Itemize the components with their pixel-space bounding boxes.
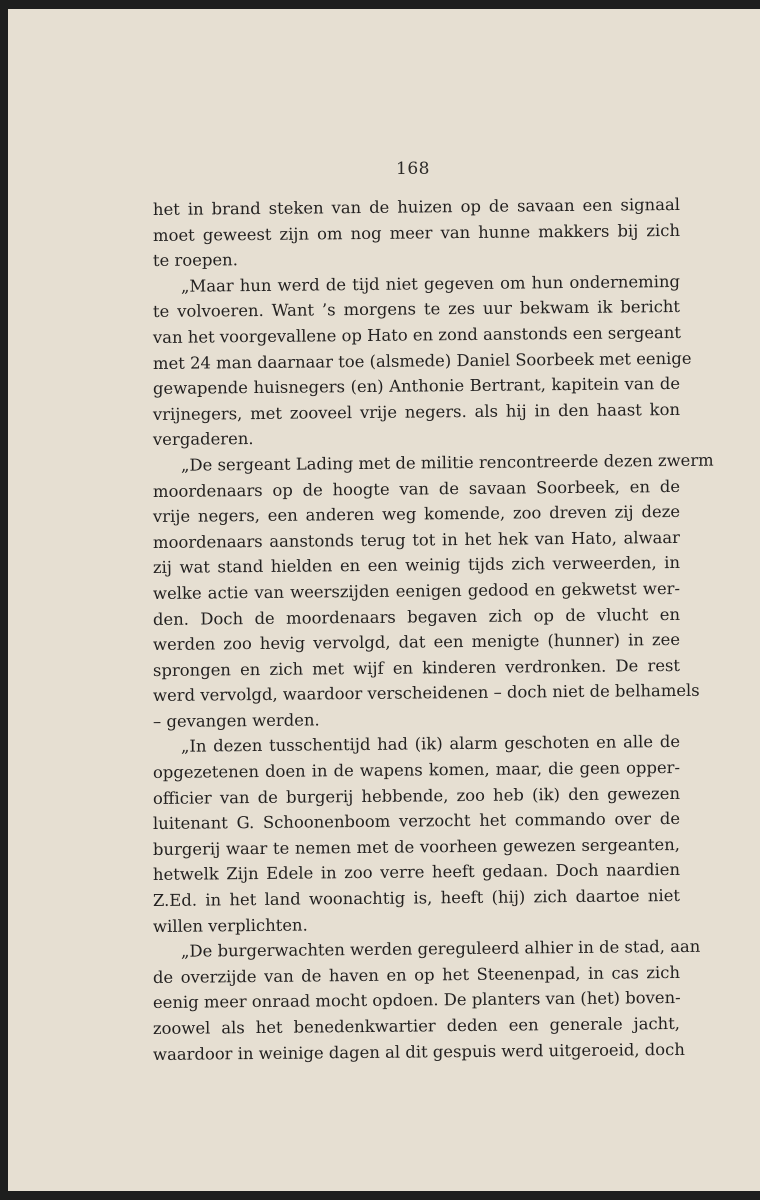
text-line: – gevangen werden. xyxy=(152,710,320,731)
page-number: 168 xyxy=(396,159,430,179)
text-line: het in brand steken van de huizen op de savaan een signaal xyxy=(152,194,681,219)
text-line: opgezetenen doen in de wapens komen, maar, die geen opper- xyxy=(152,758,681,783)
text-line: „De sergeant Lading met de militie rencontreerde dezen zwerm xyxy=(180,450,714,475)
text-line: vrije negers, een anderen weg komende, zoo dreven zij deze xyxy=(152,502,681,527)
text-line: „Maar hun werd de tijd niet gegeven om hun onderneming xyxy=(180,271,681,296)
text-line: officier van de burgerij hebbende, zoo heb (ik) den gewezen xyxy=(152,783,681,808)
text-line: burgerij waar te nemen met de voorheen gewezen sergeanten, xyxy=(152,834,681,859)
text-line: Z.Ed. in het land woonachtig is, heeft (hij) zich daartoe niet xyxy=(152,885,681,911)
text-line: te volvoeren. Want ’s morgens te zes uur bekwam ik bericht xyxy=(152,297,681,322)
body-text xyxy=(152,194,714,1067)
text-line: gewapende huisnegers (en) Anthonie Bertrant, kapitein van de xyxy=(152,374,681,399)
text-line: eenig meer onraad mocht opdoen. De planters van (het) boven- xyxy=(152,988,681,1013)
text-line: den. Doch de moordenaars begaven zich op de vlucht en xyxy=(152,604,681,629)
text-line: vrijnegers, met zooveel vrije negers. als hij in den haast kon xyxy=(152,399,681,424)
text-line: werd vervolgd, waardoor verscheidenen – doch niet de belhamels xyxy=(152,681,700,706)
text-line: „De burgerwachten werden gereguleerd alhier in de stad, aan xyxy=(180,936,701,961)
text-line: zij wat stand hielden en een weinig tijds zich verweerden, in xyxy=(152,553,681,578)
text-line: welke actie van weerszijden eenigen gedood en gekwetst wer- xyxy=(152,578,681,603)
text-line: moet geweest zijn om nog meer van hunne makkers bij zich xyxy=(152,220,681,245)
text-line: „In dezen tusschentijd had (ik) alarm geschoten en alle de xyxy=(180,732,681,757)
text-line: te roepen. xyxy=(152,250,238,271)
text-line: de overzijde van de haven en op het Steenenpad, in cas zich xyxy=(152,962,681,987)
book-page xyxy=(8,9,760,1191)
text-line: met 24 man daarnaar toe (alsmede) Daniel Soorbeek met eenige xyxy=(152,348,692,373)
text-line: vergaderen. xyxy=(152,429,254,450)
text-line: luitenant G. Schoonenboom verzocht het commando over de xyxy=(152,809,681,834)
text-line: van het voorgevallene op Hato en zond aanstonds een sergeant xyxy=(152,322,682,347)
text-line: werden zoo hevig vervolgd, dat een menigte (hunner) in zee xyxy=(152,630,681,655)
text-line: moordenaars aanstonds terug tot in het hek van Hato, alwaar xyxy=(152,527,681,552)
text-line: willen verplichten. xyxy=(152,915,308,936)
text-line: moordenaars op de hoogte van de savaan Soorbeek, en de xyxy=(152,476,681,501)
text-line: hetwelk Zijn Edele in zoo verre heeft gedaan. Doch naardien xyxy=(152,860,681,885)
text-line: zoowel als het benedenkwartier deden een generale jacht, xyxy=(152,1013,681,1038)
text-line: waardoor in weinige dagen al dit gespuis werd uitgeroeid, doch xyxy=(152,1039,685,1064)
text-line: sprongen en zich met wijf en kinderen verdronken. De rest xyxy=(152,655,681,680)
